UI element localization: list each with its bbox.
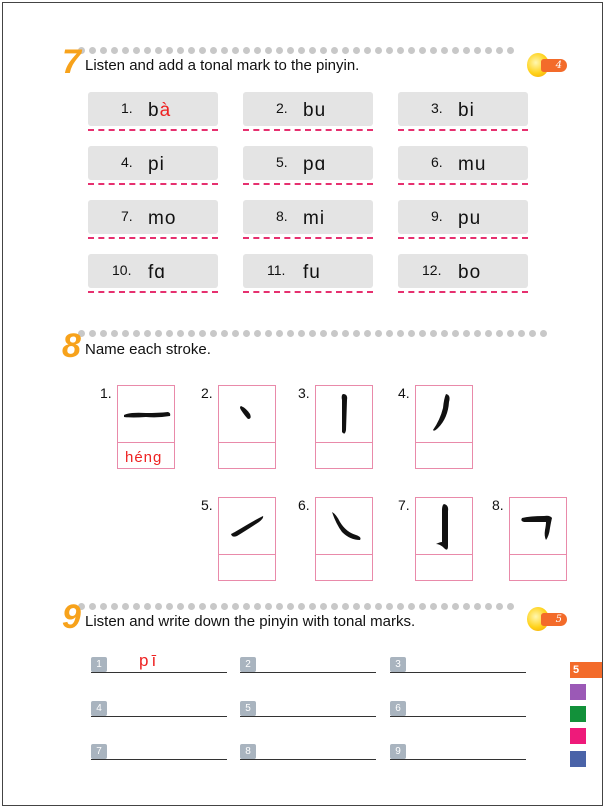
divider-dot (265, 47, 272, 54)
divider-dot (111, 603, 118, 610)
divider-dot (155, 603, 162, 610)
pinyin-word (148, 262, 166, 284)
divider-dot (419, 330, 426, 337)
divider-dot (199, 330, 206, 337)
divider-dot (441, 603, 448, 610)
pinyin-word (148, 208, 176, 230)
item-number: 2. (201, 385, 213, 401)
stroke-box (218, 385, 276, 443)
stroke-box (218, 497, 276, 555)
underline (240, 759, 376, 760)
divider-dot (243, 603, 250, 610)
answer-dashed-line (88, 129, 218, 131)
stroke-box (315, 385, 373, 443)
divider-dot (320, 330, 327, 337)
pinyin-base: pu (458, 208, 482, 229)
stroke-box (117, 385, 175, 443)
vertical-hook-stroke-icon (416, 498, 472, 554)
divider-dot (166, 47, 173, 54)
divider-dot (254, 47, 261, 54)
pinyin-item[interactable] (88, 200, 218, 236)
divider-dot (320, 47, 327, 54)
pinyin-word (148, 154, 165, 176)
pinyin-base: fɑ (148, 262, 166, 283)
item-number: 8. (276, 208, 288, 224)
item-number: 8. (492, 497, 504, 513)
track-number: 5 (541, 613, 567, 626)
stroke-box (415, 385, 473, 443)
section-number: 8 (62, 327, 81, 365)
divider-dot (452, 330, 459, 337)
pinyin-base: mi (303, 208, 326, 229)
divider-dot (309, 603, 316, 610)
audio-track-badge[interactable] (523, 52, 567, 78)
divider-dot (408, 330, 415, 337)
divider-dot (507, 47, 514, 54)
divider-dot (155, 330, 162, 337)
pinyin-word (458, 154, 486, 176)
divider-dot (133, 330, 140, 337)
divider-dot (254, 603, 261, 610)
answer-box (415, 442, 473, 469)
divider-dot (144, 47, 151, 54)
answer-dashed-line (398, 237, 528, 239)
section-title: Listen and write down the pinyin with tonal marks. (85, 613, 416, 630)
divider-dot (232, 47, 239, 54)
answer-dashed-line (88, 183, 218, 185)
divider-dot (122, 603, 129, 610)
divider-dot (353, 330, 360, 337)
divider-dot (265, 330, 272, 337)
side-tab[interactable] (570, 728, 586, 744)
item-number: 1. (121, 100, 133, 116)
pinyin-base: b (148, 100, 160, 121)
divider-dot (89, 47, 96, 54)
item-number: 3. (431, 100, 443, 116)
section-number: 7 (62, 43, 81, 81)
divider-dot (276, 603, 283, 610)
vertical-stroke-icon (316, 386, 372, 442)
divider-dot (386, 330, 393, 337)
left-falling-stroke-icon (416, 386, 472, 442)
item-number: 9. (431, 208, 443, 224)
divider-dot (133, 603, 140, 610)
divider-dot (397, 47, 404, 54)
divider-dot (507, 330, 514, 337)
section-title: Name each stroke. (85, 341, 211, 358)
divider-dot (232, 603, 239, 610)
divider-dot (364, 47, 371, 54)
section-title: Listen and add a tonal mark to the pinyin. (85, 57, 360, 74)
item-number: 7. (398, 497, 410, 513)
underline (91, 672, 227, 673)
divider-dot (441, 47, 448, 54)
divider-dot (342, 47, 349, 54)
pinyin-base: pɑ (303, 154, 327, 175)
pinyin-word (148, 100, 171, 122)
divider-dot (331, 330, 338, 337)
pinyin-base: bo (458, 262, 482, 283)
section-divider (78, 330, 547, 338)
divider-dot (452, 47, 459, 54)
divider-dot (111, 330, 118, 337)
pinyin-word (303, 100, 326, 122)
audio-track-badge[interactable] (523, 606, 567, 632)
answer-dashed-line (243, 129, 373, 131)
divider-dot (485, 330, 492, 337)
item-number: 12. (422, 262, 442, 278)
divider-dot (188, 603, 195, 610)
line-number: 7 (91, 744, 107, 759)
answer-box (315, 442, 373, 469)
divider-dot (309, 47, 316, 54)
divider-dot (133, 47, 140, 54)
pinyin-word (458, 208, 481, 230)
divider-dot (452, 603, 459, 610)
divider-dot (353, 603, 360, 610)
divider-dot (320, 603, 327, 610)
underline (240, 672, 376, 673)
horizontal-stroke-icon (118, 386, 174, 442)
stroke-box (415, 497, 473, 555)
divider-dot (397, 603, 404, 610)
pinyin-word (303, 208, 325, 230)
divider-dot (144, 330, 151, 337)
item-number: 2. (276, 100, 288, 116)
divider-dot (496, 603, 503, 610)
answer-dashed-line (243, 291, 373, 293)
answer-dashed-line (398, 291, 528, 293)
pinyin-item[interactable] (243, 200, 373, 236)
divider-dot (463, 330, 470, 337)
divider-dot (276, 330, 283, 337)
item-number: 3. (298, 385, 310, 401)
divider-dot (342, 603, 349, 610)
line-number: 8 (240, 744, 256, 759)
line-number: 2 (240, 657, 256, 672)
pinyin-base: fu (303, 262, 321, 283)
divider-dot (430, 330, 437, 337)
underline (240, 716, 376, 717)
pinyin-base: mu (458, 154, 487, 175)
divider-dot (100, 47, 107, 54)
divider-dot (177, 603, 184, 610)
answer-dashed-line (243, 237, 373, 239)
pinyin-word (458, 100, 475, 122)
section-number: 9 (62, 598, 81, 636)
pinyin-word (303, 262, 321, 284)
item-number: 7. (121, 208, 133, 224)
divider-dot (100, 603, 107, 610)
line-number: 3 (390, 657, 406, 672)
horizontal-turn-stroke-icon (510, 498, 566, 554)
right-falling-stroke-icon (316, 498, 372, 554)
divider-dot (221, 47, 228, 54)
divider-dot (210, 47, 217, 54)
stroke-answer: héng (125, 449, 163, 466)
side-tab[interactable] (570, 684, 586, 700)
divider-dot (474, 330, 481, 337)
divider-dot (298, 330, 305, 337)
divider-dot (287, 330, 294, 337)
divider-dot (496, 47, 503, 54)
pinyin-item[interactable] (398, 92, 528, 128)
divider-dot (540, 330, 547, 337)
answer-box (218, 442, 276, 469)
divider-dot (144, 603, 151, 610)
divider-dot (111, 47, 118, 54)
pinyin-word (303, 154, 326, 176)
divider-dot (287, 47, 294, 54)
answer-box (415, 554, 473, 581)
item-number: 4. (121, 154, 133, 170)
divider-dot (199, 47, 206, 54)
divider-dot (177, 330, 184, 337)
divider-dot (287, 603, 294, 610)
pinyin-item[interactable] (88, 254, 218, 290)
divider-dot (463, 603, 470, 610)
divider-dot (254, 330, 261, 337)
divider-dot (155, 47, 162, 54)
divider-dot (331, 47, 338, 54)
answer-dashed-line (243, 183, 373, 185)
pinyin-item[interactable] (88, 92, 218, 128)
line-number: 6 (390, 701, 406, 716)
pinyin-base: bu (303, 100, 327, 121)
divider-dot (507, 603, 514, 610)
track-number: 4 (541, 59, 567, 72)
divider-dot (364, 603, 371, 610)
pinyin-word (458, 262, 481, 284)
pinyin-item[interactable] (243, 254, 373, 290)
answer-dashed-line (398, 129, 528, 131)
divider-dot (408, 47, 415, 54)
pinyin-base: bi (458, 100, 475, 121)
pinyin-answer: pī (139, 651, 160, 670)
pinyin-item[interactable] (88, 146, 218, 182)
divider-dot (364, 330, 371, 337)
divider-dot (375, 603, 382, 610)
underline (91, 759, 227, 760)
pinyin-item[interactable] (398, 146, 528, 182)
item-number: 10. (112, 262, 132, 278)
dot-stroke-icon (219, 386, 275, 442)
pinyin-item[interactable] (243, 92, 373, 128)
divider-dot (276, 47, 283, 54)
underline (390, 716, 526, 717)
divider-dot (430, 603, 437, 610)
divider-dot (397, 330, 404, 337)
divider-dot (221, 603, 228, 610)
divider-dot (177, 47, 184, 54)
pinyin-item[interactable] (398, 254, 528, 290)
page-number: 5 (570, 662, 602, 678)
answer-box (509, 554, 567, 581)
divider-dot (166, 603, 173, 610)
divider-dot (485, 603, 492, 610)
pinyin-item[interactable] (398, 200, 528, 236)
divider-dot (386, 603, 393, 610)
divider-dot (199, 603, 206, 610)
divider-dot (243, 47, 250, 54)
divider-dot (342, 330, 349, 337)
divider-dot (298, 47, 305, 54)
underline (91, 716, 227, 717)
divider-dot (89, 330, 96, 337)
divider-dot (232, 330, 239, 337)
section-divider (78, 603, 514, 611)
divider-dot (518, 330, 525, 337)
answer-dashed-line (88, 291, 218, 293)
stroke-box (509, 497, 567, 555)
divider-dot (243, 330, 250, 337)
divider-dot (386, 47, 393, 54)
divider-dot (419, 47, 426, 54)
divider-dot (210, 330, 217, 337)
answer-box (218, 554, 276, 581)
item-number: 5. (201, 497, 213, 513)
divider-dot (496, 330, 503, 337)
line-number: 9 (390, 744, 406, 759)
divider-dot (419, 603, 426, 610)
divider-dot (298, 603, 305, 610)
line-number: 5 (240, 701, 256, 716)
item-number: 1. (100, 385, 112, 401)
divider-dot (122, 330, 129, 337)
pinyin-item[interactable] (243, 146, 373, 182)
divider-dot (188, 330, 195, 337)
divider-dot (331, 603, 338, 610)
item-number: 6. (431, 154, 443, 170)
divider-dot (100, 330, 107, 337)
underline (390, 672, 526, 673)
line-number: 4 (91, 701, 107, 716)
answer-dashed-line (88, 237, 218, 239)
pinyin-base: mo (148, 208, 177, 229)
divider-dot (375, 47, 382, 54)
divider-dot (430, 47, 437, 54)
divider-dot (265, 603, 272, 610)
divider-dot (221, 330, 228, 337)
tone-answer: à (159, 100, 172, 121)
section-divider (78, 47, 514, 55)
divider-dot (375, 330, 382, 337)
divider-dot (441, 330, 448, 337)
rising-stroke-icon (219, 498, 275, 554)
divider-dot (474, 603, 481, 610)
item-number: 4. (398, 385, 410, 401)
answer-box (315, 554, 373, 581)
divider-dot (463, 47, 470, 54)
answer-dashed-line (398, 183, 528, 185)
divider-dot (89, 603, 96, 610)
item-number: 6. (298, 497, 310, 513)
divider-dot (474, 47, 481, 54)
divider-dot (408, 603, 415, 610)
item-number: 11. (267, 262, 286, 278)
divider-dot (210, 603, 217, 610)
line-number: 1 (91, 657, 107, 672)
pinyin-base: pi (148, 154, 165, 175)
divider-dot (122, 47, 129, 54)
item-number: 5. (276, 154, 288, 170)
divider-dot (188, 47, 195, 54)
divider-dot (166, 330, 173, 337)
divider-dot (529, 330, 536, 337)
side-tab[interactable] (570, 751, 586, 767)
underline (390, 759, 526, 760)
divider-dot (353, 47, 360, 54)
stroke-box (315, 497, 373, 555)
divider-dot (309, 330, 316, 337)
side-tab[interactable] (570, 706, 586, 722)
divider-dot (485, 47, 492, 54)
